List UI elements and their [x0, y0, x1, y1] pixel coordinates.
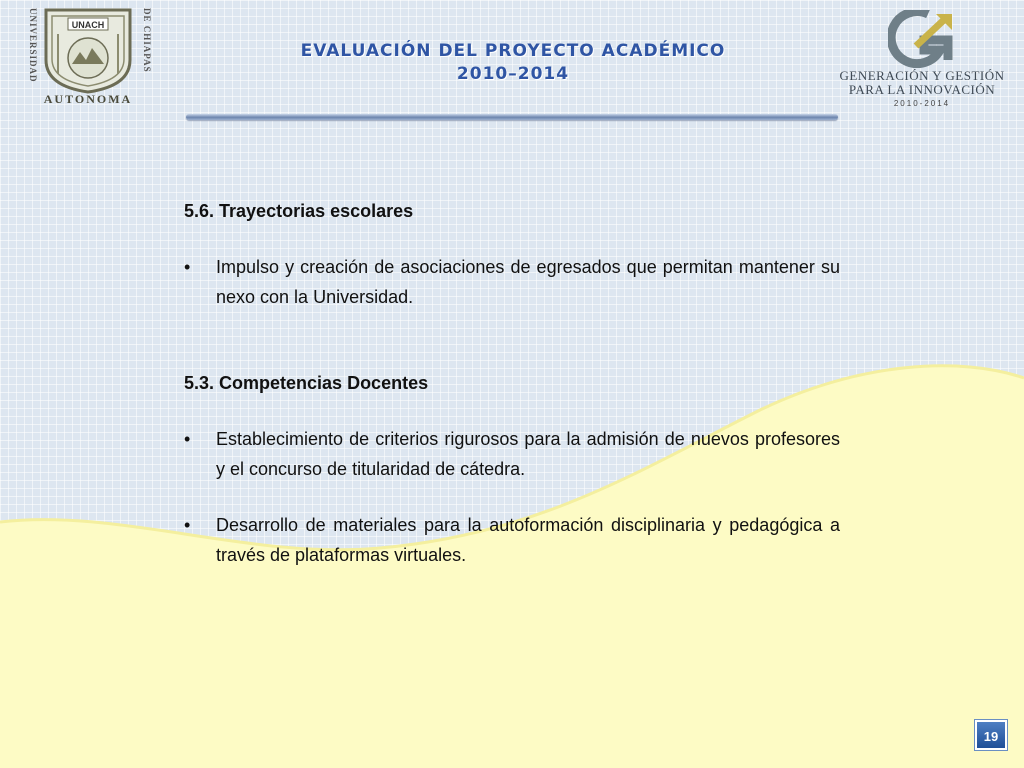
slide-content	[184, 196, 840, 570]
svg-text:DE CHIAPAS: DE CHIAPAS	[142, 8, 152, 73]
bullet-item	[184, 252, 840, 312]
bullet-text: Desarrollo de materiales para la autoformación disciplinaria y pedagógica a través de plataformas virtuales.	[216, 515, 840, 565]
title-underline-bar	[186, 114, 838, 120]
g-arrow-icon	[888, 10, 958, 68]
bullet-item	[184, 510, 840, 570]
svg-text:UNACH: UNACH	[71, 20, 105, 30]
section-heading-trayectorias: 5.6. Trayectorias escolares	[184, 201, 414, 221]
slide-title	[188, 40, 838, 86]
bullet-mark: •	[184, 257, 191, 277]
svg-text:UNIVERSIDAD: UNIVERSIDAD	[28, 8, 38, 83]
bullet-text: Impulso y creación de asociaciones de egresados que permitan mantener su nexo con la Universidad.	[216, 257, 840, 307]
bullet-mark: •	[184, 515, 191, 535]
bullet-text: Establecimiento de criterios rigurosos para la admisión de nuevos profesores y el concurso de titularidad de cátedra.	[216, 429, 840, 479]
university-seal-logo	[18, 4, 158, 104]
slide-title-line1: EVALUACIÓN DEL PROYECTO ACADÉMICO	[300, 41, 726, 61]
page-number-badge: 19	[975, 720, 1007, 750]
logo-years: 2010-2014	[893, 99, 951, 108]
slide-title-line2: 2010–2014	[456, 64, 570, 84]
bullet-item	[184, 424, 840, 484]
generacion-gestion-logo	[832, 10, 1012, 110]
logo-text-line1: GENERACIÓN Y GESTIÓN	[839, 68, 1005, 83]
university-seal-caption: AUTONOMA	[43, 92, 133, 106]
bullet-mark: •	[184, 429, 191, 449]
section-heading-competencias: 5.3. Competencias Docentes	[184, 373, 429, 393]
logo-text-line2: PARA LA INNOVACIÓN	[848, 82, 996, 97]
